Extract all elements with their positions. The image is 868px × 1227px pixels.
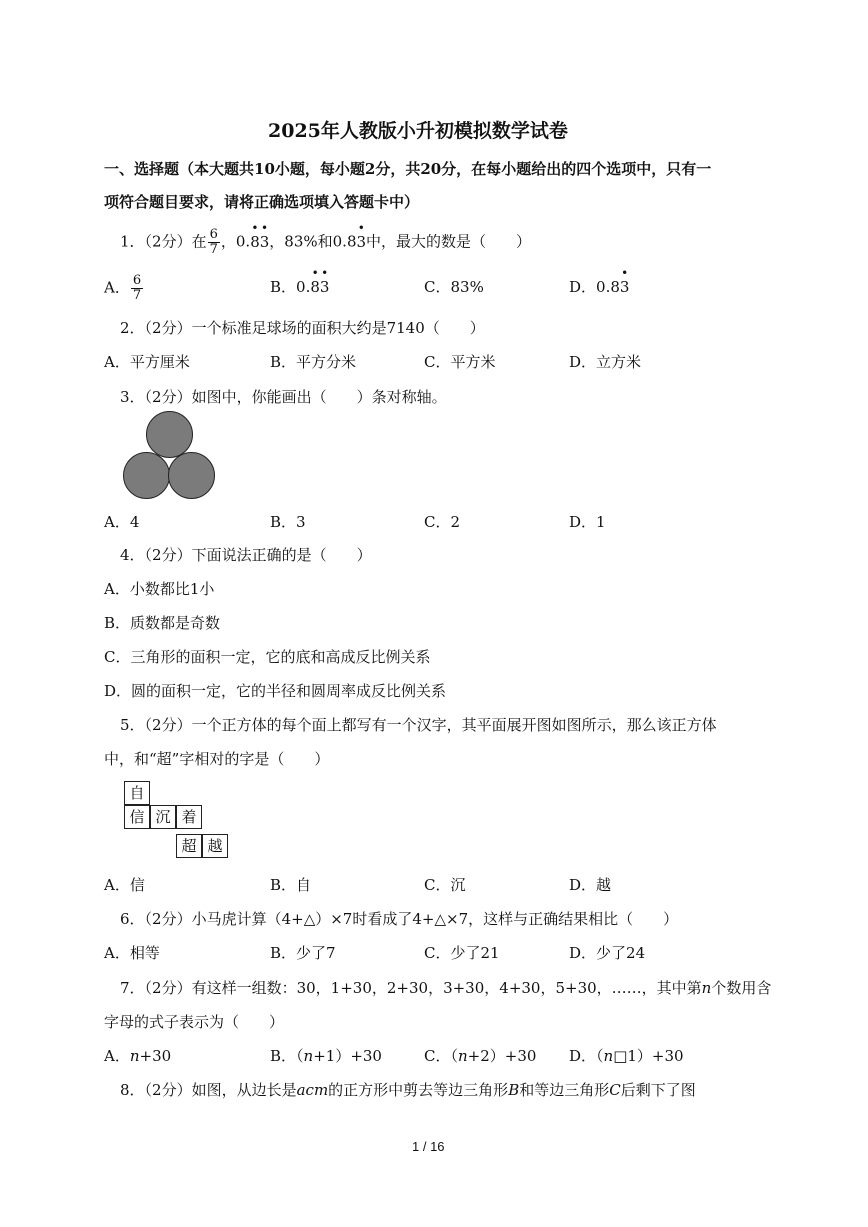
q1-frac-num: 6: [209, 227, 218, 242]
q7-option-d[interactable]: D．（n□1）+30: [569, 1047, 684, 1065]
q5-option-b[interactable]: B．自: [270, 876, 312, 894]
question-8-stem: 8．（2分）如图，从边长是acm的正方形中剪去等边三角形B和等边三角形C后剩下了图: [120, 1081, 696, 1099]
q7-option-c[interactable]: C．（n+2）+30: [424, 1047, 537, 1065]
repeat-dot-icon: •: [311, 266, 319, 280]
q6-option-a[interactable]: A．相等: [104, 944, 160, 962]
q7-option-b[interactable]: B．（n+1）+30: [270, 1047, 382, 1065]
question-5-stem-line1: 5．（2分）一个正方体的每个面上都写有一个汉字，其平面展开图如图所示，那么该正方体: [120, 716, 717, 734]
q1-prefix: 1．（2分）在: [120, 232, 207, 251]
question-3-stem: 3．（2分）如图中，你能画出（ ）条对称轴。: [120, 388, 447, 406]
q5-option-a[interactable]: A．信: [104, 876, 145, 894]
page-title: 2025年人教版小升初模拟数学试卷: [268, 120, 568, 142]
q6-option-d[interactable]: D．少了24: [569, 944, 646, 962]
q2-option-a[interactable]: A．平方厘米: [104, 353, 190, 371]
q2-option-c[interactable]: C．平方米: [424, 353, 496, 371]
question-4-stem: 4．（2分）下面说法正确的是（ ）: [120, 546, 372, 564]
q3-option-a[interactable]: A．4: [104, 513, 140, 531]
q5-option-c[interactable]: C．沉: [424, 876, 466, 894]
circle-bottom-left: [123, 452, 170, 499]
q1-middle: ，83%和: [269, 232, 333, 251]
question-1-stem: [120, 220, 532, 257]
q6-option-b[interactable]: B．少了7: [270, 944, 336, 962]
q1-option-b[interactable]: B．0. • 8 • 3: [270, 266, 330, 296]
repeat-dot-icon: •: [251, 220, 259, 235]
q4-option-b[interactable]: B．质数都是奇数: [104, 614, 221, 632]
repeat-dot-icon: •: [621, 266, 629, 280]
net-cell: 超: [176, 834, 202, 858]
q3-option-b[interactable]: B．3: [270, 513, 306, 531]
q1-option-a[interactable]: A． $\frac{6}{7}$: [104, 273, 142, 303]
q3-option-d[interactable]: D．1: [569, 513, 606, 531]
net-cell: 信: [124, 805, 150, 829]
net-cell: 越: [202, 834, 228, 858]
q2-option-b[interactable]: B．平方分米: [270, 353, 357, 371]
q1-rep1-digit1: • 8: [250, 220, 260, 251]
q1-rep2-digit: • 3: [356, 220, 367, 251]
q1-frac-den: 7: [209, 242, 218, 257]
repeat-dot-icon: •: [260, 220, 269, 235]
page-number: 1 / 16: [412, 1139, 445, 1154]
q1-rep1-int: 0.: [235, 232, 251, 251]
q1-comma: ，: [220, 232, 236, 251]
question-6-stem: 6．（2分）小马虎计算（4+△）×7时看成了4+△×7，这样与正确结果相比（ ）: [120, 910, 679, 928]
q4-option-a[interactable]: A．小数都比1小: [104, 580, 215, 598]
circle-top: [146, 411, 193, 458]
question-7-stem-line2: 字母的式子表示为（ ）: [104, 1013, 285, 1031]
question-5-stem-line2: 中，和“超”字相对的字是（ ）: [104, 750, 330, 768]
section-heading-line2: 项符合题目要求，请将正确选项填入答题卡中）: [104, 193, 420, 211]
q6-option-c[interactable]: C．少了21: [424, 944, 500, 962]
net-cell: 沉: [150, 805, 176, 829]
q3-option-c[interactable]: C．2: [424, 513, 461, 531]
repeat-dot-icon: •: [321, 266, 329, 280]
q2-option-d[interactable]: D．立方米: [569, 353, 642, 371]
q1-rep1-digit2: • 3: [259, 220, 270, 251]
question-7-stem-line1: 7．（2分）有这样一组数：30，1+30，2+30，3+30，4+30，5+30，……，其中第n个数用含: [120, 979, 772, 997]
repeat-dot-icon: •: [357, 220, 365, 235]
q1-fraction: [208, 228, 220, 257]
q1-rep2-int: 0.8: [332, 232, 357, 251]
net-cell: 着: [176, 805, 202, 829]
q4-option-d[interactable]: D．圆的面积一定，它的半径和圆周率成反比例关系: [104, 682, 447, 700]
question-2-stem: 2．（2分）一个标准足球场的面积大约是7140（ ）: [120, 319, 485, 337]
q1-b-digit2: • 3: [319, 266, 330, 296]
net-cell: 自: [124, 781, 150, 805]
q1-suffix: 中，最大的数是（ ）: [366, 232, 532, 251]
q1-b-digit1: • 8: [310, 266, 320, 296]
q1-option-d[interactable]: D．0.8 • 3: [569, 266, 630, 296]
q1-option-a-fraction: $\frac{6}{7}$: [132, 273, 142, 303]
q4-option-c[interactable]: C．三角形的面积一定，它的底和高成反比例关系: [104, 648, 431, 666]
section-heading-line1: 一、选择题（本大题共10小题，每小题2分，共20分，在每小题给出的四个选项中，只有一: [104, 160, 712, 178]
q7-option-a[interactable]: A．n+30: [104, 1047, 172, 1065]
q1-option-c[interactable]: C．83%: [424, 278, 484, 296]
q1-d-digit: • 3: [619, 266, 630, 296]
q5-option-d[interactable]: D．越: [569, 876, 612, 894]
circle-bottom-right: [168, 452, 215, 499]
